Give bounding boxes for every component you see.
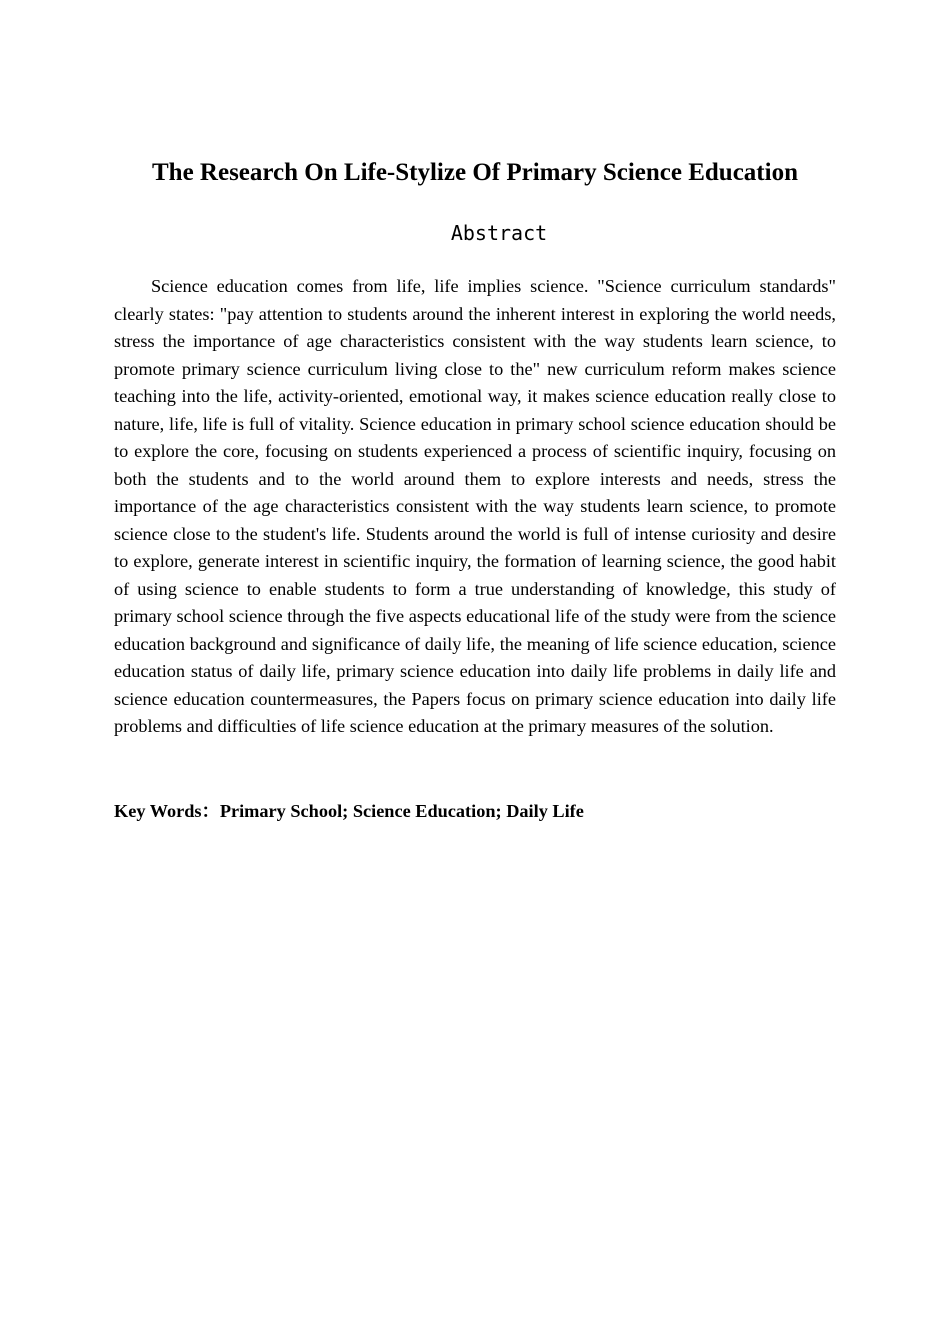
abstract-paragraph: Science education comes from life, life implies science. "Science curriculum standards" clearly states: "pay attention to students around the inherent interest in exploring the world needs, stress the importance of age characteristics consistent with the way students learn science, to promote primary science curriculum living close to the" new curriculum reform makes science teaching into the life, activity-oriented, emotional way, it makes science education really close to nature, life, life is full of vitality. Science education in primary school science education should be to explore the core, focusing on students experienced a process of scientific inquiry, focusing on both the students and to the world around them to explore interests and needs, stress the importance of the age characteristics consistent with the way students learn science, to promote science close to the student's life. Students around the world is full of intense curiosity and desire to explore, generate interest in scientific inquiry, the formation of learning science, the good habit of using science to enable students to form a true understanding of knowledge, this study of primary school science through the five aspects educational life of the study were from the science education background and significance of daily life, the meaning of life science education, science education status of daily life, primary science education into daily life problems in daily life and science education countermeasures, the Papers focus on primary science education into daily life problems and difficulties of life science education at the primary measures of the solution. [114, 276, 836, 736]
paper-title: The Research On Life-Stylize Of Primary Science Education [152, 159, 798, 186]
abstract-heading: Abstract [450, 221, 548, 245]
keywords-line [114, 798, 836, 825]
keywords-label: Key Words： [114, 801, 220, 821]
keywords-value: Primary School; Science Education; Daily Life [219, 801, 584, 821]
